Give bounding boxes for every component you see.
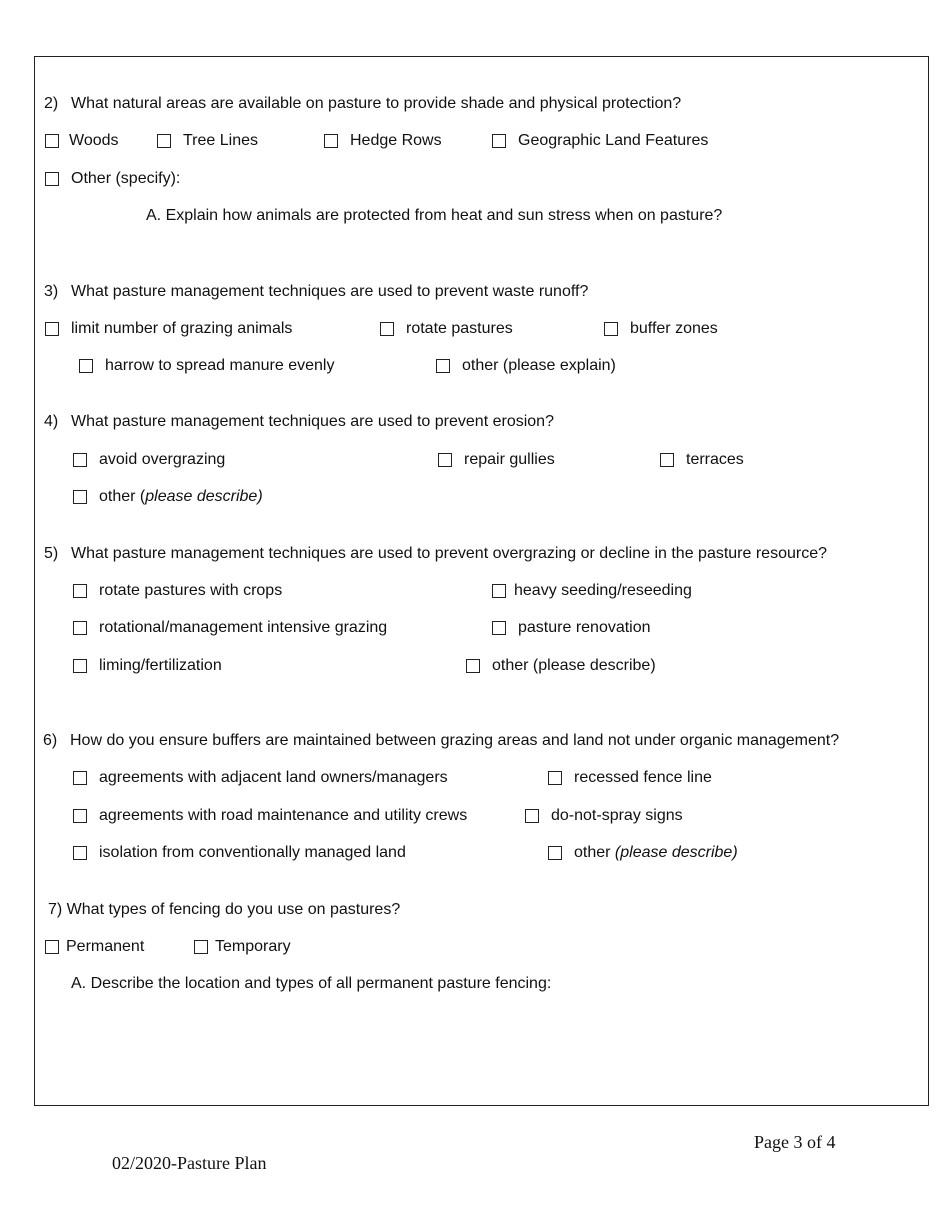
q5-other-checkbox[interactable] bbox=[466, 659, 480, 673]
q6-isolation-checkbox[interactable] bbox=[73, 846, 87, 860]
q6-adjacent-label: agreements with adjacent land owners/managers bbox=[99, 769, 448, 786]
q6-recessed-label: recessed fence line bbox=[574, 769, 712, 786]
q5-liming-checkbox[interactable] bbox=[73, 659, 87, 673]
q6-other-italic: (please describe) bbox=[614, 844, 738, 861]
q2-question: What natural areas are available on pasture to provide shade and physical protection? bbox=[71, 95, 682, 112]
q5-liming-label: liming/fertilization bbox=[99, 657, 222, 674]
q3-buffer-checkbox[interactable] bbox=[604, 322, 618, 336]
q2-sub-a: A. Explain how animals are protected from heat and sun stress when on pasture? bbox=[146, 207, 723, 224]
q3-limit-label: limit number of grazing animals bbox=[71, 320, 293, 337]
q6-number: 6) bbox=[43, 732, 58, 749]
q5-question: What pasture management techniques are used to prevent overgrazing or decline in the pasture resource? bbox=[71, 545, 827, 562]
q4-repair-checkbox[interactable] bbox=[438, 453, 452, 467]
q3-other-label: other (please explain) bbox=[462, 357, 616, 374]
q3-number: 3) bbox=[44, 283, 59, 300]
q5-rotate-crops-label: rotate pastures with crops bbox=[99, 582, 283, 599]
q3-rotate-checkbox[interactable] bbox=[380, 322, 394, 336]
q2-geographic-label: Geographic Land Features bbox=[518, 132, 709, 149]
q7-question: 7) What types of fencing do you use on pastures? bbox=[48, 901, 401, 918]
q7-permanent-checkbox[interactable] bbox=[45, 940, 59, 954]
q6-road-checkbox[interactable] bbox=[73, 809, 87, 823]
q2-number: 2) bbox=[44, 95, 59, 112]
q6-recessed-checkbox[interactable] bbox=[548, 771, 562, 785]
q6-question: How do you ensure buffers are maintained between grazing areas and land not under organic management? bbox=[70, 732, 840, 749]
q6-other-checkbox[interactable] bbox=[548, 846, 562, 860]
document-id: 02/2020-Pasture Plan bbox=[112, 1153, 267, 1173]
q4-repair-label: repair gullies bbox=[464, 451, 555, 468]
q4-other-prefix: other ( bbox=[99, 488, 146, 505]
q2-hedge-rows-checkbox[interactable] bbox=[324, 134, 338, 148]
q5-rotational-label: rotational/management intensive grazing bbox=[99, 619, 388, 636]
q6-signs-checkbox[interactable] bbox=[525, 809, 539, 823]
q4-avoid-checkbox[interactable] bbox=[73, 453, 87, 467]
q3-rotate-label: rotate pastures bbox=[406, 320, 513, 337]
q2-other-checkbox[interactable] bbox=[45, 172, 59, 186]
q3-harrow-label: harrow to spread manure evenly bbox=[105, 357, 335, 374]
q4-other-checkbox[interactable] bbox=[73, 490, 87, 504]
q3-limit-checkbox[interactable] bbox=[45, 322, 59, 336]
q2-geographic-checkbox[interactable] bbox=[492, 134, 506, 148]
q6-signs-label: do-not-spray signs bbox=[551, 807, 683, 824]
q7-temporary-label: Temporary bbox=[215, 938, 291, 955]
q6-isolation-label: isolation from conventionally managed land bbox=[99, 844, 406, 861]
q2-woods-label: Woods bbox=[69, 132, 119, 149]
q4-avoid-label: avoid overgrazing bbox=[99, 451, 226, 468]
page-number: Page 3 of 4 bbox=[754, 1132, 836, 1152]
q4-number: 4) bbox=[44, 413, 59, 430]
q5-renovation-checkbox[interactable] bbox=[492, 621, 506, 635]
q6-other-label bbox=[574, 844, 738, 862]
q2-tree-lines-checkbox[interactable] bbox=[157, 134, 171, 148]
q7-temporary-checkbox[interactable] bbox=[194, 940, 208, 954]
q5-heavy-seeding-label: heavy seeding/reseeding bbox=[514, 582, 692, 599]
q5-other-label: other (please describe) bbox=[492, 657, 656, 674]
q5-rotational-checkbox[interactable] bbox=[73, 621, 87, 635]
q4-other-label bbox=[99, 488, 263, 506]
q3-other-checkbox[interactable] bbox=[436, 359, 450, 373]
q4-terraces-checkbox[interactable] bbox=[660, 453, 674, 467]
q2-hedge-rows-label: Hedge Rows bbox=[350, 132, 442, 149]
q5-number: 5) bbox=[44, 545, 59, 562]
q4-other-italic: please describe) bbox=[145, 488, 263, 505]
q4-terraces-label: terraces bbox=[686, 451, 744, 468]
q2-woods-checkbox[interactable] bbox=[45, 134, 59, 148]
q4-question: What pasture management techniques are used to prevent erosion? bbox=[71, 413, 554, 430]
q6-road-label: agreements with road maintenance and utility crews bbox=[99, 807, 468, 824]
q3-harrow-checkbox[interactable] bbox=[79, 359, 93, 373]
q5-heavy-seeding-checkbox[interactable] bbox=[492, 584, 506, 598]
q7-permanent-label: Permanent bbox=[66, 938, 145, 955]
q2-other-label: Other (specify): bbox=[71, 170, 181, 187]
q7-sub-a: A. Describe the location and types of all permanent pasture fencing: bbox=[71, 975, 552, 992]
q2-tree-lines-label: Tree Lines bbox=[183, 132, 258, 149]
q6-adjacent-checkbox[interactable] bbox=[73, 771, 87, 785]
q6-other-prefix: other bbox=[574, 844, 615, 861]
q3-question: What pasture management techniques are used to prevent waste runoff? bbox=[71, 283, 589, 300]
q5-renovation-label: pasture renovation bbox=[518, 619, 651, 636]
q5-rotate-crops-checkbox[interactable] bbox=[73, 584, 87, 598]
q3-buffer-label: buffer zones bbox=[630, 320, 718, 337]
